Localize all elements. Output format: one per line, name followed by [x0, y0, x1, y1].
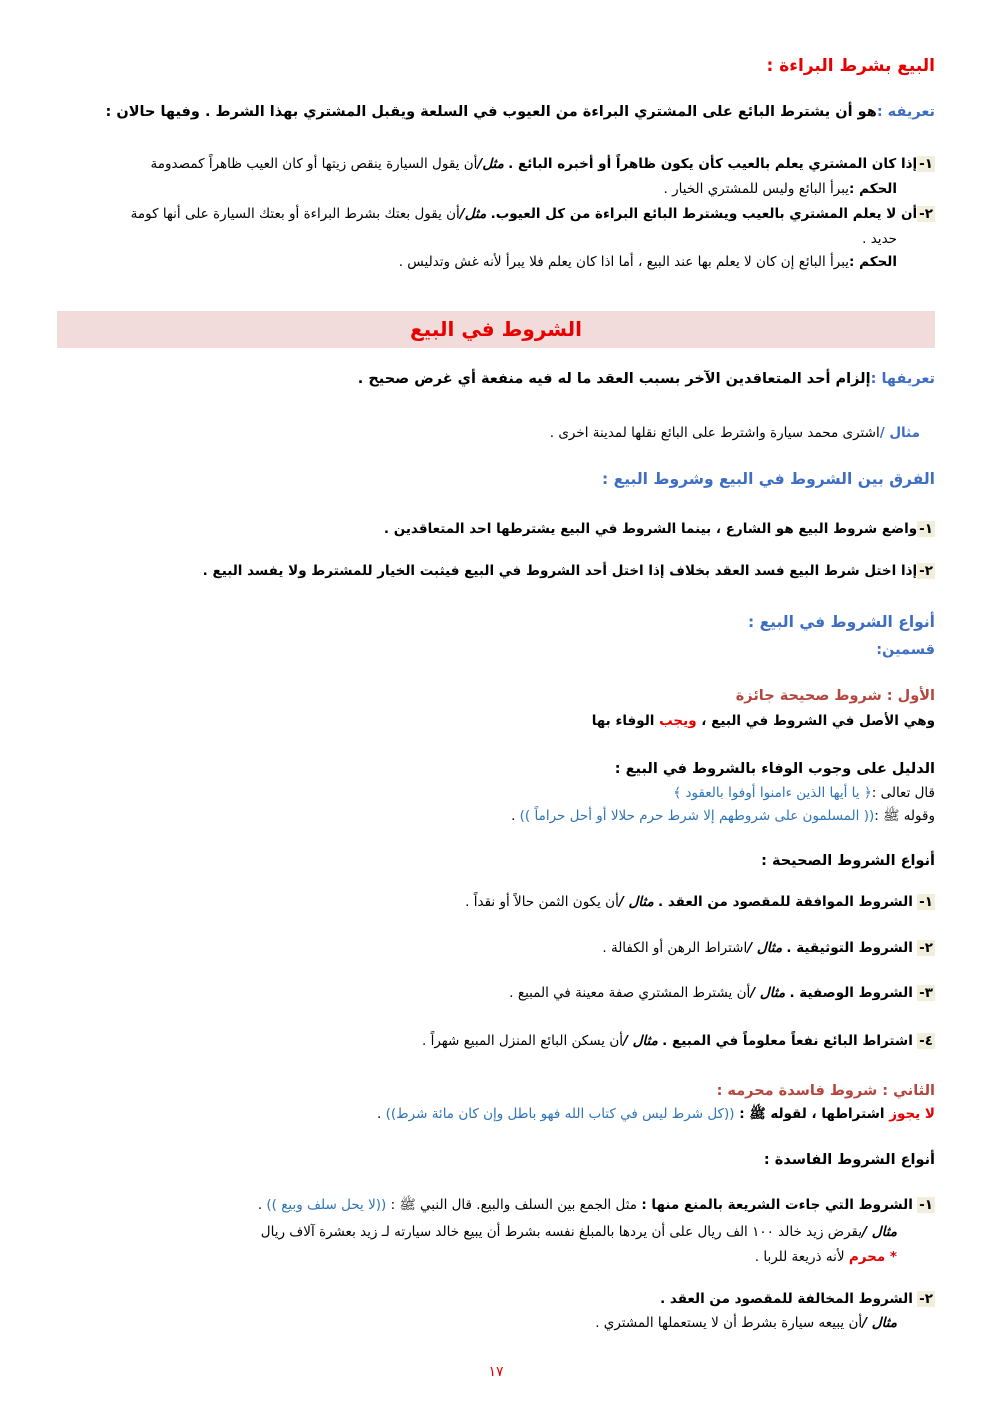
case1-number: ١-	[919, 156, 933, 172]
difference-item-2-number: ٢-	[919, 563, 933, 579]
evidence-heading	[615, 759, 935, 779]
type2-rule-line	[377, 1104, 935, 1124]
valid-item-1	[465, 892, 935, 912]
invalid-item-1	[258, 1195, 935, 1215]
types-subheading-text: قسمين:	[876, 642, 935, 658]
case2-example-label: مثل/	[459, 206, 487, 222]
case2-example-cont-text: حديد .	[862, 231, 897, 247]
hadith-label: وقوله ﷺ :	[874, 808, 935, 824]
difference-item-1	[384, 519, 935, 539]
valid-item-4-number: ٤-	[919, 1033, 933, 1049]
hadith-line	[511, 806, 935, 826]
types-subheading	[876, 640, 935, 660]
section1-definition	[105, 102, 935, 122]
case2-ruling-label: الحكم :	[849, 254, 897, 270]
quran-verse: ﴿ يا أيها الذين ءامنوا أوفوا بالعقود ﴾	[673, 785, 872, 801]
types-heading	[748, 612, 935, 632]
quran-line	[673, 783, 935, 803]
invalid-item-1-number: ١-	[919, 1197, 933, 1213]
valid-item-3-example: أن يشترط المشتري صفة معينة في المبيع .	[509, 985, 751, 1001]
valid-item-2	[602, 938, 935, 958]
invalid-item-1-text: مثل الجمع بين السلف والبيع. قال النبي ﷺ :	[386, 1197, 642, 1213]
section2-definition	[358, 369, 935, 389]
section1-title	[767, 56, 935, 76]
valid-item-3-name: الشروط الوصفية .	[789, 985, 913, 1001]
valid-item-2-example: اشتراط الرهن أو الكفالة .	[602, 940, 748, 956]
page-number-text: ١٧	[488, 1364, 504, 1380]
section2-example-text: اشترى محمد سيارة واشترط على البائع نقلها لمدينة اخرى .	[549, 425, 880, 441]
section2-definition-label: تعريفها :	[870, 371, 935, 387]
valid-types-heading-text: أنواع الشروط الصحيحة :	[761, 853, 935, 869]
case2-line1	[131, 204, 935, 224]
valid-item-1-number: ١-	[919, 894, 933, 910]
invalid-item-1-example-label: مثال /	[862, 1224, 897, 1240]
valid-types-heading	[761, 851, 935, 871]
invalid-item-1-reason: لأنه ذريعة للربا .	[754, 1249, 849, 1265]
section1-title-text: البيع بشرط البراءة :	[766, 56, 935, 76]
invalid-item-1-period: .	[257, 1197, 267, 1213]
section-banner	[57, 311, 935, 348]
invalid-types-heading-text: أنواع الشروط الفاسدة :	[763, 1152, 935, 1168]
hadith-quote: (( المسلمون على شروطهم إلا شرط حرم حلالا أو أحل حراماً ))	[519, 808, 875, 824]
section2-definition-text: إلزام أحد المتعاقدين الآخر بسبب العقد ما له فيه منفعة أي غرض صحيح .	[357, 371, 871, 387]
difference-item-2-text: إذا اختل شرط البيع فسد العقد بخلاف إذا اختل أحد الشروط في البيع فيثبت الخيار للمشترط ولا يفسد البيع .	[202, 563, 918, 579]
invalid-item-1-example: يقرض زيد خالد ١٠٠ الف ريال على أن يردها بالمبلغ نفسه بشرط أن يبيع خالد سيارته لـ زيد بعشرة آلاف ريال	[260, 1224, 863, 1240]
type2-forbid-quote: ((كل شرط ليس في كتاب الله فهو باطل وإن كان مائة شرط))	[385, 1106, 735, 1122]
difference-heading	[602, 469, 935, 489]
valid-item-4-name: اشتراط البائع نفعاً معلوماً في المبيع .	[662, 1033, 913, 1049]
invalid-item-1-star: *	[885, 1249, 897, 1265]
type1-base-post: الوفاء بها	[591, 713, 660, 729]
type2-heading	[717, 1081, 935, 1101]
type2-heading-text: الثاني : شروط فاسدة محرمه :	[716, 1083, 935, 1099]
case2-ruling-text: يبرأ البائع إن كان لا يعلم بها عند البيع ، أما اذا كان يعلم فلا يبرأ لأنه غش وتدليس .	[398, 254, 850, 270]
invalid-types-heading	[764, 1150, 935, 1170]
case2-example-cont	[862, 229, 897, 249]
evidence-heading-text: الدليل على وجوب الوفاء بالشروط في البيع :	[614, 761, 935, 777]
invalid-item-2-name: الشروط المخالفة للمقصود من العقد .	[660, 1291, 913, 1307]
case2-ruling	[399, 252, 897, 272]
difference-item-2	[203, 561, 935, 581]
definition-label: تعريفه :	[876, 104, 935, 120]
definition-text: هو أن يشترط البائع على المشتري البراءة من العيوب في السلعة ويقبل المشتري بهذا الشرط . وفيها حالان :	[105, 104, 877, 120]
hadith-period: .	[511, 808, 520, 824]
case1-ruling	[664, 179, 897, 199]
type2-forbid-red: لا يجوز	[889, 1106, 935, 1122]
valid-item-1-name: الشروط الموافقة للمقصود من العقد .	[658, 894, 913, 910]
type1-heading-text: الأول : شروط صحيحة جائزة	[735, 688, 935, 704]
valid-item-4	[422, 1031, 935, 1051]
valid-item-4-example: أن يسكن البائع المنزل المبيع شهراً .	[422, 1033, 623, 1049]
type2-forbid-period: .	[377, 1106, 386, 1122]
type1-base-red: ويجب	[659, 713, 697, 729]
type1-base-pre: وهي الأصل في الشروط في البيع ،	[696, 713, 935, 729]
invalid-item-1-quote: ((لا يحل سلف وبيع ))	[266, 1197, 387, 1213]
case1-example-label: مثل/	[477, 156, 504, 172]
case2-example: أن يقول بعتك بشرط البراءة أو بعتك السيارة على أنها كومة	[130, 206, 460, 222]
valid-item-3-example-label: مثال /	[750, 985, 786, 1001]
case1-lead: إذا كان المشتري يعلم بالعيب كأن يكون ظاهراً أو أخبره البائع .	[508, 156, 918, 172]
invalid-item-1-verdict-line	[755, 1247, 897, 1267]
difference-heading-text: الفرق بين الشروط في البيع وشروط البيع :	[602, 470, 935, 488]
type1-heading	[736, 686, 935, 706]
valid-item-4-example-label: مثال /	[622, 1033, 658, 1049]
difference-item-1-text: واضع شروط البيع هو الشارع ، بينما الشروط في البيع يشترطها احد المتعاقدين .	[383, 521, 918, 537]
valid-item-2-example-label: مثال /	[747, 940, 783, 956]
difference-item-1-number: ١-	[919, 521, 933, 537]
page-number	[0, 1364, 992, 1380]
invalid-item-2	[660, 1289, 935, 1309]
valid-item-2-name: الشروط التوثيقية .	[786, 940, 913, 956]
valid-item-3-number: ٣-	[919, 985, 933, 1001]
quran-label: قال تعالى :	[871, 785, 935, 801]
case2-number: ٢-	[919, 206, 933, 222]
types-heading-text: أنواع الشروط في البيع :	[747, 613, 935, 631]
invalid-item-1-verdict: محرم	[848, 1249, 886, 1265]
invalid-item-2-example-label: مثال /	[862, 1315, 897, 1331]
section2-example	[550, 423, 920, 443]
case1-ruling-text: يبرأ البائع وليس للمشتري الخيار .	[663, 181, 850, 197]
section2-example-label: مثال /	[879, 425, 920, 441]
invalid-item-2-example: أن يبيعه سيارة بشرط أن لا يستعملها المشتري .	[595, 1315, 863, 1331]
valid-item-1-example: أن يكون الثمن حالاً أو نقداً .	[465, 894, 619, 910]
invalid-item-1-name: الشروط التي جاءت الشريعة بالمنع منها :	[641, 1197, 913, 1213]
invalid-item-1-example-line	[261, 1222, 897, 1242]
invalid-item-2-example-line	[595, 1313, 897, 1333]
case1-ruling-label: الحكم :	[849, 181, 897, 197]
case1-line1	[151, 154, 935, 174]
valid-item-3	[509, 983, 935, 1003]
banner-title: الشروط في البيع	[410, 317, 582, 341]
case2-lead: أن لا يعلم المشتري بالعيب ويشترط البائع البراءة من كل العيوب.	[490, 206, 918, 222]
invalid-item-2-number: ٢-	[919, 1291, 933, 1307]
type2-forbid-bold: اشتراطها ، لقوله ﷺ :	[734, 1106, 890, 1122]
case1-example: أن يقول السيارة ينقص زيتها أو كان العيب ظاهراً كمصدومة	[150, 156, 478, 172]
valid-item-1-example-label: مثال /	[618, 894, 654, 910]
type1-base-line	[592, 711, 935, 731]
valid-item-2-number: ٢-	[919, 940, 933, 956]
